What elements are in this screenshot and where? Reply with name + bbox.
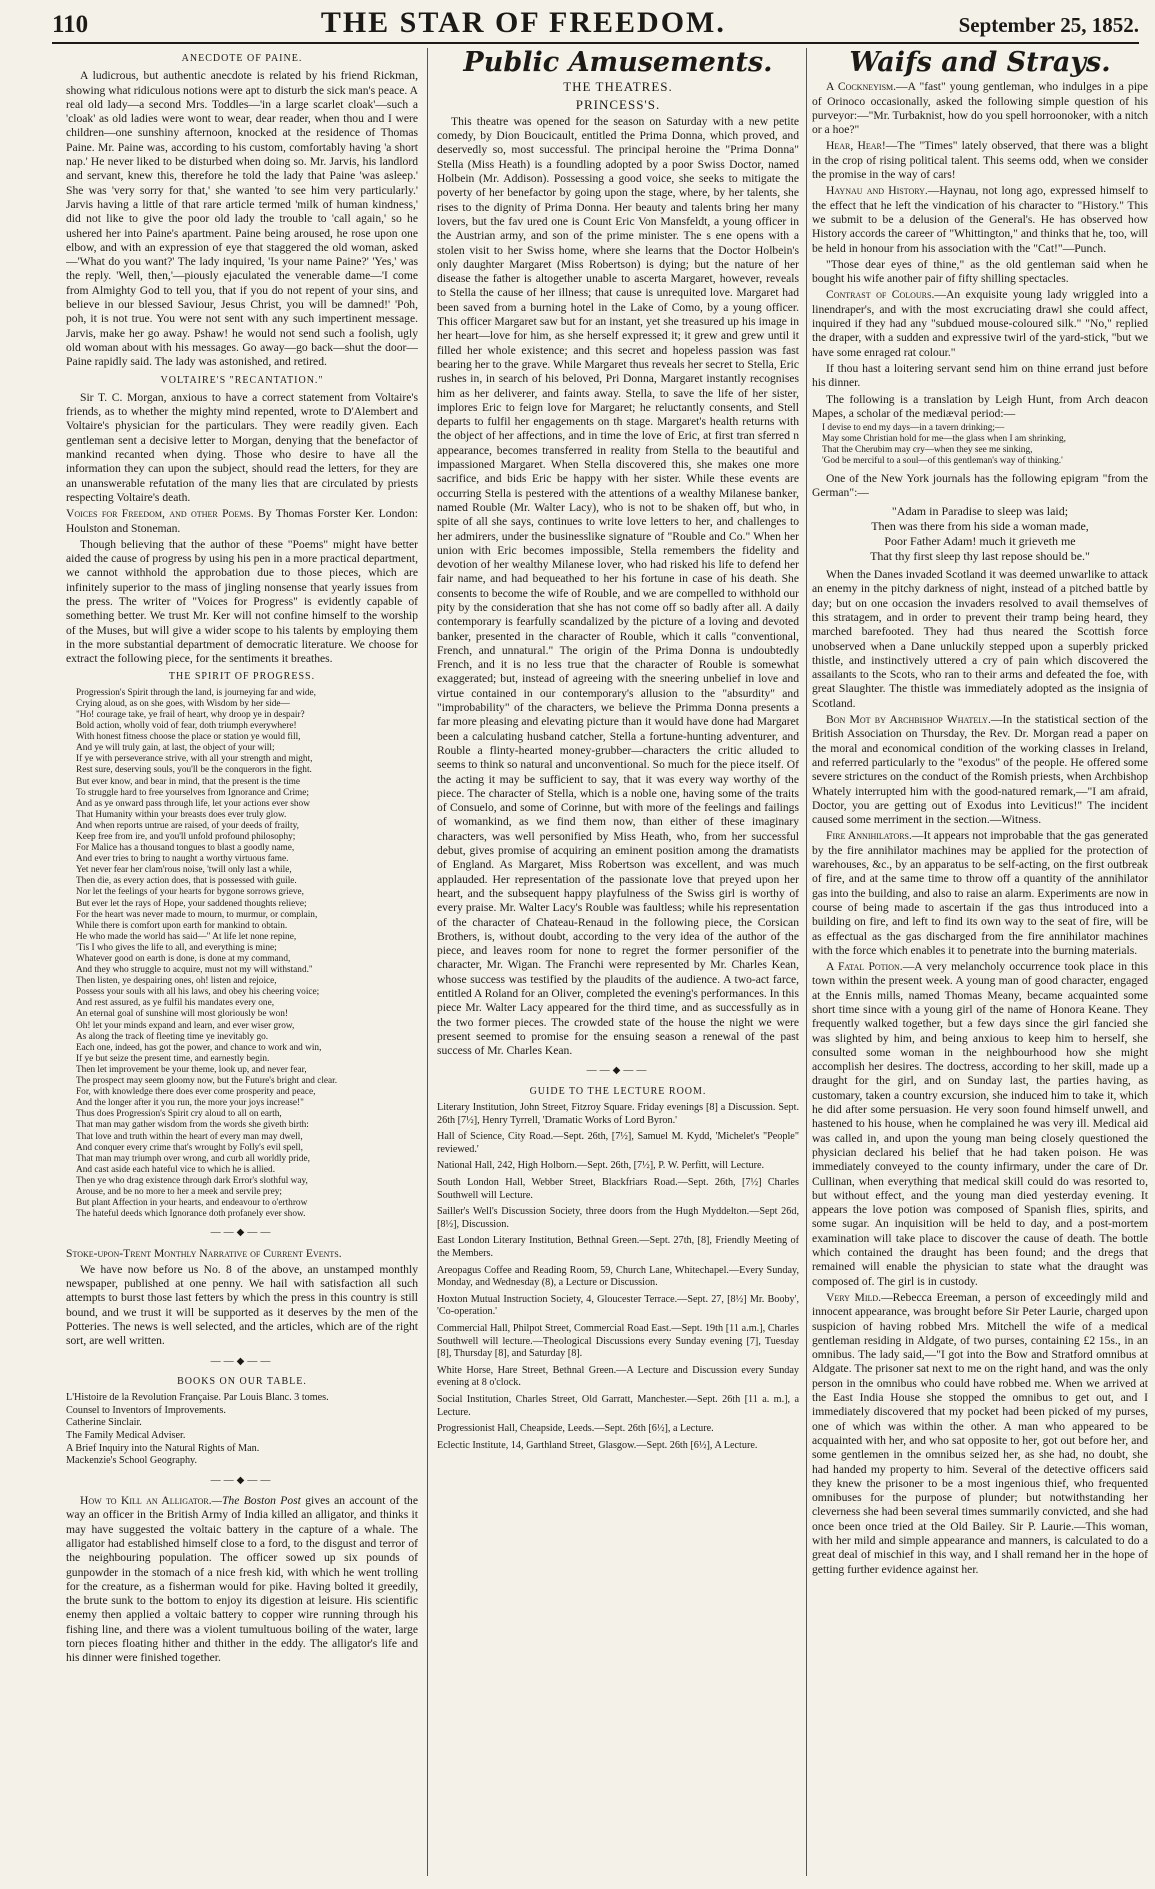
stoke-text: We have now before us No. 8 of the above, an unstamped monthly newspaper, published at one penny. We hail with satisfaction all such attempts to burst those last fetters by which the press in this country is still bound, and we trust it will be supported as it deserves by the men of the Potteries. The news is well selected, and the articles, which are of the right sort, are well written. xyxy=(66,1262,418,1348)
contrast-title: Contrast of Colours. xyxy=(826,288,935,302)
book-list xyxy=(66,1392,418,1468)
poem-line: An eternal goal of sunshine will most gloriously be won! xyxy=(76,1009,288,1020)
poem-line: And ye will truly gain, at last, the object of your will; xyxy=(76,743,275,754)
poem-line: And rest assured, as ye fulfil his mandates every one, xyxy=(76,998,275,1009)
column-rule-right xyxy=(806,48,807,1876)
dear-eyes-item: "Those dear eyes of thine," as the old gentleman said when he bought his wife another pair of fifty shilling spectacles. xyxy=(812,257,1148,286)
lecture-item: Hall of Science, City Road.—Sept. 26th, [7½], Samuel M. Kydd, 'Michelet's "People" reviewed.' xyxy=(437,1131,799,1155)
potion-title: A Fatal Potion. xyxy=(826,960,903,974)
divider-ornament: ——◆—— xyxy=(210,1474,274,1486)
voices-review-title-line xyxy=(66,507,418,536)
divider-ornament: ——◆—— xyxy=(586,1065,650,1077)
poem-line: Then listen, ye despairing ones, oh! listen and rejoice, xyxy=(76,976,277,987)
cockney-title: A Cockneyism. xyxy=(826,80,897,94)
poem-line: Crying aloud, as on she goes, with Wisdom by her side— xyxy=(76,698,290,709)
lecture-item: Social Institution, Charles Street, Old Garratt, Manchester.—Sept. 26th [11 a. m.], a Lecture. xyxy=(437,1393,799,1418)
poem-line: And ever tries to bring to naught a worthy virtuous fame. xyxy=(76,854,289,865)
book-item: L'Histoire de la Revolution Française. Par Louis Blanc. 3 tomes. xyxy=(66,1392,329,1404)
divider-ornament: ——◆—— xyxy=(210,1355,274,1367)
poem-line: While there is comfort upon earth for mankind to obtain. xyxy=(76,920,288,931)
epigram-intro: One of the New York journals has the following epigram "from the German":— xyxy=(812,471,1148,499)
mild-item xyxy=(812,1291,1148,1577)
lecture-item: Commercial Hall, Philpot Street, Commercial Road East.—Sept. 19th [11 a.m.], Charles Southwell will lecture.—Theological Discussions every Sunday evening [7], Tuesday [8], Thursday [8], and Saturday [8]. xyxy=(437,1322,799,1360)
verse-line: That thy first sleep thy last repose should be." xyxy=(870,549,1090,564)
hunt-intro: The following is a translation by Leigh Hunt, from Arch deacon Mapes, a scholar of the mediæval period:— xyxy=(812,392,1148,420)
princess-heading: PRINCESS'S. xyxy=(575,96,661,112)
voltaire-article: Sir T. C. Morgan, anxious to have a correct statement from Voltaire's friends, as to whether the mighty mind repented, wrote to D'Alembert and Voltaire's physician for the particulars. They were readily given. Each gentleman sent a decisive letter to Morgan, denying that the benefactor of mankind recanted when dying. Those who desire to have all the information they can upon the subject, should read the letters, for they are an unanswerable refutation of the many lies that are circulated by priests respecting Voltaire's death. xyxy=(66,390,418,504)
cockney-text: —A "fast" young gentleman, who indulges in a pipe of Orinoco occasionally, asked the following simple question of his purveyor:—"Mr. Turbaknist, how do you spell horroonoker, with a nitch or a hoe?" xyxy=(812,80,1148,137)
haynau-text: —Haynau, not long ago, expressed himself to the effect that he left the vindication of his character to "History." This we submit to be a delusion of the General's. He has observed how History accords the career of "Whittington," and thinks that he, too, will be held in honour from his association with the "Cat!"—Punch. xyxy=(812,184,1148,255)
poem-line: To struggle hard to free yourselves from Ignorance and Crime; xyxy=(76,787,309,798)
poem-line: If ye but seize the present time, and earnestly begin. xyxy=(76,1053,270,1064)
stoke-title: Stoke-upon-Trent Monthly Narrative of Current Events. xyxy=(66,1246,342,1260)
lecture-item: South London Hall, Webber Street, Blackfriars Road.—Sept. 26th, [7½] Charles Southwell will Lecture. xyxy=(437,1177,799,1201)
poem-line: And when reports untrue are raised, of your deeds of frailty, xyxy=(76,820,299,831)
poem-line: Oh! let your minds expand and learn, and ever wiser grow, xyxy=(76,1020,295,1031)
lecture-item: Progressionist Hall, Cheapside, Leeds.—Sept. 26th [6½], a Lecture. xyxy=(437,1423,714,1435)
poem-line: Bold action, wholly void of fear, doth triumph everywhere! xyxy=(76,721,297,732)
poem-line: If ye with perseverance strive, with all your strength and might, xyxy=(76,754,313,765)
masthead xyxy=(52,6,1139,44)
contrast-item xyxy=(812,288,1148,359)
book-item: A Brief Inquiry into the Natural Rights of Man. xyxy=(66,1442,260,1454)
poem-line: Thus does Progression's Spirit cry aloud to all on earth, xyxy=(76,1109,282,1120)
mild-title: Very Mild. xyxy=(826,1290,882,1304)
lecture-item: White Horse, Hare Street, Bethnal Green.—A Lecture and Discussion every Sunday evening at 8 o'clock. xyxy=(437,1364,799,1389)
verse-line: I devise to end my days—in a tavern drinking;— xyxy=(822,423,1005,434)
page-number: 110 xyxy=(52,11,89,38)
verse-line: Then was there from his side a woman made, xyxy=(871,519,1089,534)
waifs-and-strays-title: Waifs and Strays. xyxy=(849,48,1111,78)
poem-line: But plant Affection in your hearts, and endeavour to o'erthrow xyxy=(76,1198,308,1209)
cockney-item xyxy=(812,80,1148,137)
poem-line: As along the track of fleeting time ye inevitably go. xyxy=(76,1031,269,1042)
book-item: Catherine Sinclair. xyxy=(66,1417,142,1429)
fire-title: Fire Annihilators. xyxy=(826,829,912,843)
haynau-item xyxy=(812,184,1148,255)
column-right xyxy=(812,48,1148,1876)
voices-review-title: Voices for Freedom, and other Poems. xyxy=(66,507,254,521)
poem-line: And conquer every crime that's wrought by Folly's evil spell, xyxy=(76,1142,303,1153)
poem-line: "Ho! courage take, ye frail of heart, why droop ye in despair? xyxy=(76,709,305,720)
lecture-room-heading: GUIDE TO THE LECTURE ROOM. xyxy=(529,1085,707,1097)
public-amusements-title: Public Amusements. xyxy=(463,48,773,78)
poem-line: For Malice has a thousand tongues to blast a goodly name, xyxy=(76,843,295,854)
whately-text: —In the statistical section of the British Association on Thursday, the Rev. Dr. Morgan read a paper on the moral and economical condition of the working classes in Ireland, and referred particularly to the "exodus" of the people. He offered some severe strictures on the conduct of the Romish priests, when Archbishop Whately interrupted him with the good-natured remark,—"I am afraid, Doctor, you are getting out of Exodus into Leviticus!" The incident caused some merriment in the section.—Witness. xyxy=(812,713,1148,827)
voices-review-text: Though believing that the author of these "Poems" might have better aided the cause of progress by using his pen in a more practical department, we cannot withhold the approbation due to those pieces, which are infinitely superior to the mass of jingling nonsense that yearly issues from the press. The writer of "Voices for Progress" is evidently capable of something better. We trust Mr. Ker will not confine himself to the worship of the Muses, but will give a wider scope to his talents by employing them in the more substantial department of democratic literature. We choose for extract the following piece, for the sentiments it breathes. xyxy=(66,537,418,666)
verse-line: May some Christian hold for me—the glass when I am shrinking, xyxy=(822,434,1067,445)
lecture-list xyxy=(437,1102,799,1452)
contrast-text: —An exquisite young lady wriggled into a linendraper's, and with the most excruciating drawl she could affect, inquired if they had any "subdued mouse-coloured silk." "No," replied the draper, with a sudden and expressive twirl of the yard-stick, "but we have some enraged rat colour." xyxy=(812,288,1148,359)
hunt-verse xyxy=(822,423,1148,467)
poem-line: The prospect may seem gloomy now, but the Future's bright and clear. xyxy=(76,1076,338,1087)
column-left xyxy=(66,48,418,1876)
voices-review-byline: By Thomas Forster Ker. London: Houlston and Stoneman. xyxy=(66,507,418,535)
poem-line: For the heart was never made to mourn, to murmur, or complain, xyxy=(76,909,318,920)
poem-line: With honest fitness choose the place or station ye would fill, xyxy=(76,732,301,743)
book-item: Counsel to Inventors of Improvements. xyxy=(66,1404,226,1416)
poem-line: And cast aside each hateful vice to which he is allied. xyxy=(76,1164,276,1175)
whately-item xyxy=(812,713,1148,827)
alligator-article xyxy=(66,1494,418,1666)
column-center xyxy=(437,48,799,1876)
verse-line: That the Cherubim may cry—when they see me sinking, xyxy=(822,445,1033,456)
poem-line: And as ye onward pass through life, let your actions ever show xyxy=(76,798,310,809)
paine-article: A ludicrous, but authentic anecdote is related by his friend Rickman, showing what ridiculous notions were apt to disturb the sick man's peace. A real old lady—a second Mrs. Toddles—'in a large scarlet cloak'—such a 'cloak' as old ladies were wont to wear, dear reader, when thou and I were children—one sunshiny afternoon, knocked at the residence of Thomas Paine. Mr. Paine was, according to his custom, comfortably having 'a short nap.' He never liked to be disturbed when doing so. Mr. Jarvis, his landlord and servant, knew this, therefore he told the lady that Paine 'was asleep.' She was 'very sorry for that,' she wanted 'to see him very particularly.' Jarvis having a little of that rare article termed 'milk of human kindness,' did not like to give the poor old lady the trouble to 'call again,' so he ushered her into Paine's apartment. Paine being aroused, he rose upon one elbow, and with an expression of eye that staggered the old woman, asked—'What do you want?' The lady inquired, 'Is your name Paine?' 'Yes,' was the reply. 'Well, then,'—piously ejaculated the venerable dame—'I come from Almighty God to tell you, that if you do not repent of your sins, and believe in our blessed Saviour, Jesus Christ, you will be damned!' 'Poh, poh, it is not true. You were not sent with any such impertinent message. Jarvis, make her go away. Pshaw! he would not send such a foolish, ugly old woman about with his messages. Go away—go back—shut the door—Paine rapidly said. The lady was astonished, and retired. xyxy=(66,69,418,369)
alligator-source: —The Boston Post xyxy=(211,1494,301,1508)
poem-line: Each one, indeed, has got the power, and chance to work and win, xyxy=(76,1042,322,1053)
whately-title: Bon Mot by Archbishop Whately. xyxy=(826,713,991,727)
danes-item: When the Danes invaded Scotland it was deemed unwarlike to attack an enemy in the pitchy darkness of night, instead of a pitched battle by day; but on one occasion the invaders resolved to avail themselves of this stratagem, and in order to prevent their tramp being heard, they marched barefooted. They had thus neared the Scottish force unobserved when a Dane unluckily stepped upon a superbly pricked thistle, and instinctively uttered a cry of pain which discovered the assailants to the Scots, who ran to their arms and defeated the foe, with great Slaughter. The thistle was immediately adopted as the insignia of Scotland. xyxy=(812,568,1148,710)
lecture-item: Eclectic Institute, 14, Garthland Street, Glasgow.—Sept. 26th [6½], A Lecture. xyxy=(437,1439,758,1451)
books-heading: BOOKS ON OUR TABLE. xyxy=(177,1375,307,1387)
hear-item xyxy=(812,139,1148,182)
hear-text: —The "Times" lately observed, that there was a blight in the crop of rising political talent. This seems odd, when we consider the promise in the way of cars! xyxy=(812,139,1148,182)
issue-date: September 25, 1852. xyxy=(958,13,1139,37)
paper-title: THE STAR OF FREEDOM. xyxy=(320,6,726,39)
verse-line: Poor Father Adam! much it grieveth me xyxy=(884,534,1076,549)
fire-item xyxy=(812,829,1148,958)
lecture-item: Sailler's Well's Discussion Society, three doors from the Hugh Myddelton.—Sept 26d, [8½], Discussion. xyxy=(437,1206,799,1230)
alligator-title: How to Kill an Alligator. xyxy=(80,1494,212,1508)
paine-heading: ANECDOTE OF PAINE. xyxy=(181,53,303,64)
poem-line: Possess your souls with all his laws, and obey his cheering voice; xyxy=(76,987,320,998)
poem-line: Yet never fear her clam'rous noise, 'twill only last a while, xyxy=(76,865,292,876)
fire-text: —It appears not improbable that the gas generated by the fire annihilator machines may be applied for the protection of warehouses, &c., by an apparatus to be self-acting, on the first outbreak of fire, and at the same time to throw off a quantity of the annihilator gas into the building, and also to raise an alarm. Experiments are now in course of being made to ascertain if the gas thus introduced into a building on fire, and left to find its own way to the seat of fire, will be as effectual as the gas discharged from the fire annihilator machines with the force which enables it to penetrate into the burning materials. xyxy=(812,829,1148,957)
voltaire-heading: VOLTAIRE'S "RECANTATION." xyxy=(160,374,324,386)
verse-line: 'God be merciful to a soul—of this gentleman's way of thinking.' xyxy=(822,456,1063,467)
princess-review: This theatre was opened for the season on Saturday with a new petite comedy, by Dion Boucicault, entitled the Prima Donna, which proved, and deservedly so, most successful. The principal heroine the "Prima Donna" Stella (Miss Heath) is a foundling adopted by a poor Swiss Doctor, named Holbein (Mr. Addison). Possessing a good voice, she seeks to mitigate the poverty of her benefactor by going upon the stage, where, by her talents, she rises to the dignity of Prima Donna. Her beauty and talents bring her many lovers, but the fav ured one is Count Eric Von Mansfeldt, a young officer in the Austrian army, and son of the prime minister. The s ene opens with a stolen visit to her Swiss home, where she learns that the Doctor Holbein's only daughter Margaret (Miss Robertson) is dying; but the nature of her disease the father is altogether unable to ascerta Margaret, however, reveals to Stella the cause of her illness; that cause is unrequited love. Margaret had been saved from a burning hotel in the Lake of Como, by a young officer. This officer Margaret saw but for an instant, yet she treasured up his image in her heart—love for him, as she herself expressed it; it grew and grew until it filled her whole existence; and this secret and hopeless passion was fast bearing her to the grave. While Margaret thus reveals her secret to Stella, Eric rushes in, in search of his beloved, Pri Donna, Margaret instantly recognises him as her deliverer, and faints away. Stella, to save the life of her sister, implores Eric to feign love for Margaret; he reluctantly consents, and Stell departs to fulfil her engagements on th stage. Margaret's health returns with the object of her affections, and in time the love of Eric, at first tran sferred n appearance, becomes transferred in reality from Stella to the beautiful and impassioned Margaret. When Stella discovered this, she makes one more sacrifice, and bids Eric be happy with her sister. While these events are occurring Stella is pestered with the attentions of a wealthy Milanese banker, named Rouble (Mr. Walter Lacy), who is not to be shaken off, but who, in spite of all she says, continues to write love letters to her, and challenges to her admirers, under the businesslike signature of "Rouble and Co." When her union with Eric becomes impossible, Stella remembers the fidelity and devotion of her wealthy Milanese lover, who had risked his life to defend her fair name, and had bequeathed to her his fortune in case of his death. She consents to become the wife of Rouble, and we are compelled to withhold our pity by the consideration that she has not come off so badly after all. A daily contemporary is fearfully scandalized by the picture of a loving and devoted banker, presented in the character of Rouble, which it calls "conventional, French, and unnatural." The origin of the Prima Donna is undoubtedly French, and it is no less true that the character of Rouble is somewhat exaggerated; but, instead of agreeing with the sneering unbelief in love and virtue contained in our contemporary's allusion to the "absurdity" and "improbability" of the characters, we believe the Primma Donna presents a far more pleasing and elevating picture than it would have done had Margaret been a calculating husband catcher, Stella a fortune-hunting adventurer, and Rouble a flinty-hearted money-grubber—characters the critic alluded to seems to think so natural and unconventional. So much for the piece itself. Of the acting it may be sufficient to say, that it was every way worthy of the piece. The character of Stella, which is a noble one, having some of the traits of Consuelo, and some of Corinne, but with more of the feelings and failings of womankind, as we find them now, than either of these imaginary characters, was well personified by Miss Heath, who, from her successful debut, gives promise of acquiring an eminent position among the dramatists of England. As Margaret, Miss Robertson was excellent, and was much applauded. Her representation of the passionate love that preyed upon her heart, and the subsequent happy playfulness of the Swiss girl is worthy of every praise. Mr. Walter Lacy's Rouble was faultless; while his representation of the character of Chateau-Renaud in the following piece, the Corsican Brothers, is, without doubt, according to the very idea of the author of the piece, and leaves room for none to regret the former personifier of the character, Mr. Wigan. The Franchi were represented by Mr. Charles Kean, whose success was testified by the plaudits of the audience. A two-act farce, entitled A Roland for an Oliver, completed the evening's performances. In this piece Mr. Walter Lacy appeared for the third time, and as successfully as in the two former pieces. The crowded state of the house the night we were present seemed to promise for the ensuing season a renewal of the past success of Mr. Charles Kean. xyxy=(437,114,799,1058)
mild-text: —Rebecca Ereeman, a person of exceedingly mild and innocent appearance, was brought before Sir Peter Laurie, charged upon suspicion of having robbed Mrs. Mitchell the wife of a medical gentleman residing in Aldgate, of two purses, containing £2 15s., in an omnibus. The lady said,—"I got into the Bow and Stratford omnibus at Aldgate. The prisoner sat next to me on the right hand, and was the only person in the omnibus who could have robbed me. When we arrived at the East India House she stopped the omnibus to get out, and I immediately discovered that my pocket had been picked of my purses, one of which was within the other. A man who appeared to be acquainted with her, and who sat opposite to her, got out before her, and some gentlemen in the omnibus seized her, as she had, no doubt, she had handed my property to him. Several of the detective officers said they knew the prisoner to be a most ingenious thief, who frequented omnibuses for the purpose of plunder; but notwithstanding her cleverness she had been several times summarily convicted, and she had once been once tried at the Old Bailey. Sir P. Laurie.—This woman, with her mild and simple appearance and manners, is calculated to do a great deal of mischief in this way, and I shall remand her in the hope of getting further evidence against her. xyxy=(812,1290,1148,1576)
lecture-item: Hoxton Mutual Instruction Society, 4, Gloucester Terrace.—Sept. 27, [8½] Mr. Booby', 'Co-operation.' xyxy=(437,1293,799,1318)
hear-title: Hear, Hear! xyxy=(826,139,886,153)
potion-text: —A very melancholy occurrence took place in this town within the present week. A young man of good character, engaged at the Ennis mills, named Thomas Meany, became acquainted some short time since with a young girl of the name of Honora Keane. They frequently walked together, but a few days since the girl fancied she was slighted by him, and being anxious to keep him to herself, she consulted some woman in the neighbourhood how she might accomplish her desires. The doctress, according to her skill, made up a draught for the girl, and on Sunday last, the parties having, as customary, taken a country excursion, she induced him to take it, which he did after some persuasion. He very soon found himself unwell, and hastened to his house, when he complained he was very ill. Medical aid was called in, and upon the young man being closely questioned the physician declared his belief that he had taken poison. He was immediately conveyed to the county infirmary, under the care of Dr. Cullinan, when everything that medical skill could do was resorted to, but without effect, and the young man died yesterday evening. It appears the love potion was composed of Spanish flies, spirits, and some sugar. An inquisition will be held to day, and a post-mortem examination will take place to discover the cause of death. The bottle which contained the draught has been found; and the dregs that remained will enable the physician to state what the draught was composed of. The girl is in custody. xyxy=(812,960,1148,1288)
poem-line: The hateful deeds which Ignorance doth profanely ever show. xyxy=(76,1209,306,1220)
lecture-item: Literary Institution, John Street, Fitzroy Square. Friday evenings [8] a Discussion. Sept. 26th [7½], Henry Tyrrell, 'Dramatic Works of Lord Byron.' xyxy=(437,1102,799,1126)
poem-line: Progression's Spirit through the land, is journeying far and wide, xyxy=(76,687,317,698)
poem-line: Arouse, and be no more to her a meek and servile prey; xyxy=(76,1186,283,1197)
poem-line: Whatever good on earth is done, is done at my command, xyxy=(76,954,291,965)
poem-line: And the longer after it you run, the more your joys increase!" xyxy=(76,1098,304,1109)
theatres-heading: THE THEATRES. xyxy=(563,79,673,95)
poem-line: Keep free from ire, and you'll unfold profound philosophy; xyxy=(76,831,296,842)
poem-heading: THE SPIRIT OF PROGRESS. xyxy=(168,671,316,683)
poem-line: That love and truth within the heart of every man may dwell, xyxy=(76,1131,303,1142)
loitering-item: If thou hast a loitering servant send him on thine errand just before his dinner. xyxy=(812,361,1148,390)
poem-line: But ever let the rays of Hope, your saddened thoughts relieve; xyxy=(76,898,307,909)
book-item: The Family Medical Adviser. xyxy=(66,1430,186,1442)
alligator-text: gives an account of the way an officer in the British Army of India killed an alligator, and thinks it may have suggested the voltaic battery in the capture of a whale. The alligator had established himself close to a ford, to the disgust and terror of the neighbouring population. The officer sowed up six pounds of gunpowder in the stomach of a nice fresh kid, with which he went trolling for the creature, as a fisherman would for pike. Having bolted it greedily, the brute sunk to the bottom to enjoy its digestion at leisure. His scientific enemy then applied a voltaic battery to copper wire running through his fishing line, and there was a violent tumultuous boiling of the water, large torn pieces floating hither and thither in the eddy. The alligator's life and his dinner were finished together. xyxy=(66,1494,418,1665)
poem-line: 'Tis I who gives the life to all, and everything is mine; xyxy=(76,942,277,953)
poem-line: Nor let the feelings of your hearts for bygone sorrows grieve, xyxy=(76,887,304,898)
book-item: Mackenzie's School Geography. xyxy=(66,1455,198,1467)
lecture-item: Areopagus Coffee and Reading Room, 59, Church Lane, Whitechapel.—Every Sunday, Monday, and Wednesday (8), a Lecture or Discussion. xyxy=(437,1264,799,1289)
lecture-item: National Hall, 242, High Holborn.—Sept. 26th, [7½], P. W. Perfitt, will Lecture. xyxy=(437,1160,765,1172)
poem-line: Then let improvement be your theme, look up, and never fear, xyxy=(76,1064,307,1075)
epigram-verse xyxy=(812,504,1148,564)
column-rule-left xyxy=(427,48,428,1876)
potion-item xyxy=(812,960,1148,1289)
poem-line: Rest sure, deserving souls, you'll be the conquerors in the fight. xyxy=(76,765,312,776)
haynau-title: Haynau and History. xyxy=(826,184,928,198)
poem-line: For, with knowledge there does ever come prosperity and peace, xyxy=(76,1087,316,1098)
poem-line: But ever know, and bear in mind, that the present is the time xyxy=(76,776,301,787)
poem-line: That man may triumph over wrong, and curb all worldly pride, xyxy=(76,1153,310,1164)
lecture-item: East London Literary Institution, Bethnal Green.—Sept. 27th, [8], Friendly Meeting of the Members. xyxy=(437,1235,799,1260)
poem-line: He who made the world has said—" At life let none repine, xyxy=(76,931,297,942)
poem-line: That man may gather wisdom from the words she giveth birth: xyxy=(76,1120,309,1131)
poem-line: That Humanity within your breasts does ever truly glow. xyxy=(76,809,287,820)
poem-line: Then die, as every action does, that is possessed with guile. xyxy=(76,876,297,887)
poem-line: Then ye who drag existence through dark Error's slothful way, xyxy=(76,1175,308,1186)
poem-line: And they who struggle to acquire, must not my will withstand." xyxy=(76,965,313,976)
poem-spirit-of-progress xyxy=(76,688,418,1221)
verse-line: "Adam in Paradise to sleep was laid; xyxy=(891,504,1069,519)
divider-ornament: ——◆—— xyxy=(210,1227,274,1239)
